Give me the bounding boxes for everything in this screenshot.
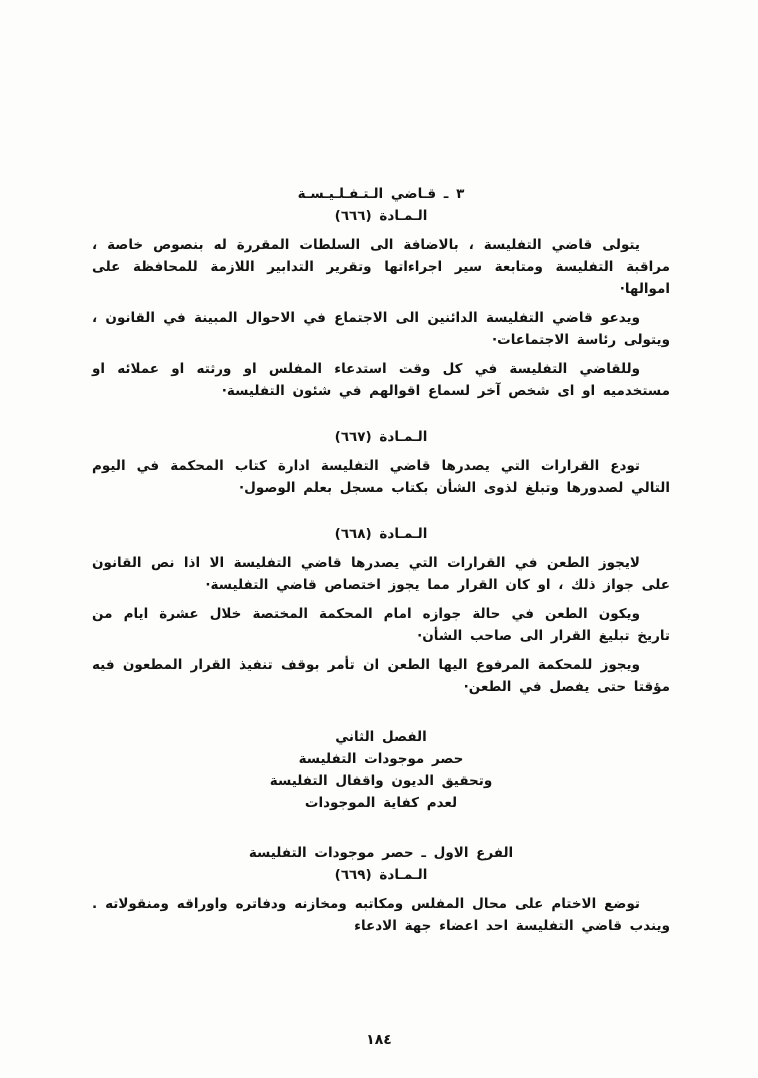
article-667-paragraph-1: تودع القرارات التي يصدرها قاضي التفليسة ادارة كتاب المحكمة في اليوم التالي لصدورها وتبلغ لذوى الشأن بكتاب مسجل بعلم الوصول· bbox=[92, 458, 670, 496]
article-668-paragraph-3: ويجوز للمحكمة المرفوع اليها الطعن ان تأمر بوقف تنفيذ القرار المطعون فيه مؤقتا حتى يفصل في الطعن· bbox=[92, 657, 670, 695]
chapter-subheading-1: حصر موجودات التفليسة bbox=[298, 751, 464, 767]
chapter-subheading-3: لعدم كفاية الموجودات bbox=[304, 795, 458, 811]
article-668-heading: الـمـادة (٦٦٨) bbox=[334, 526, 428, 542]
article-666-paragraph-3: وللقاضي التفليسة في كل وقت استدعاء المفلس او ورثته او عملائه او مستخدميه او اى شخص آخر لسماع اقوالهم في شئون التفليسة· bbox=[92, 361, 670, 399]
article-667-heading: الـمـادة (٦٦٧) bbox=[334, 429, 428, 445]
article-666-heading: الـمـادة (٦٦٦) bbox=[334, 208, 428, 224]
chapter-heading: الفصل الثاني bbox=[335, 729, 427, 745]
article-666-paragraph-2: ويدعو قاضي التفليسة الدائنين الى الاجتماع في الاحوال المبينة في القانون ، ويتولى رئاسة الاجتماعات· bbox=[92, 310, 670, 348]
section-heading: ٣ ـ قـاضي الـتـفـلـيـسـة bbox=[297, 186, 465, 202]
text-content bbox=[92, 183, 670, 937]
article-668-paragraph-1: لايجوز الطعن في القرارات التي يصدرها قاضي التفليسة الا اذا نص القانون على جواز ذلك ، او كان القرار مما يجوز اختصاص قاضي التفليسة· bbox=[92, 555, 670, 593]
article-669-heading: الـمـادة (٦٦٩) bbox=[334, 867, 428, 883]
branch-heading: الفرع الاول ـ حصر موجودات التفليسة bbox=[248, 845, 514, 861]
page-number: ١٨٤ bbox=[366, 1032, 392, 1048]
article-666-paragraph-1: يتولى قاضي التفليسة ، بالاضافة الى السلطات المقررة له بنصوص خاصة ، مراقبة التفليسة ومتابعة سير اجراءاتها وتقرير التدابير اللازمة للمحافظة على اموالها· bbox=[92, 237, 670, 297]
article-669-paragraph-1: توضع الاختام على محال المفلس ومكاتبه ومخازنه ودفاتره واوراقه ومنقولاته . ويندب قاضي التفليسة احد اعضاء جهة الادعاء bbox=[92, 896, 670, 934]
chapter-subheading-2: وتحقيق الديون واقفال التفليسة bbox=[269, 773, 493, 789]
article-668-paragraph-2: ويكون الطعن في حالة جوازه امام المحكمة المختصة خلال عشرة ايام من تاريخ تبليغ القرار الى صاحب الشأن· bbox=[92, 606, 670, 644]
